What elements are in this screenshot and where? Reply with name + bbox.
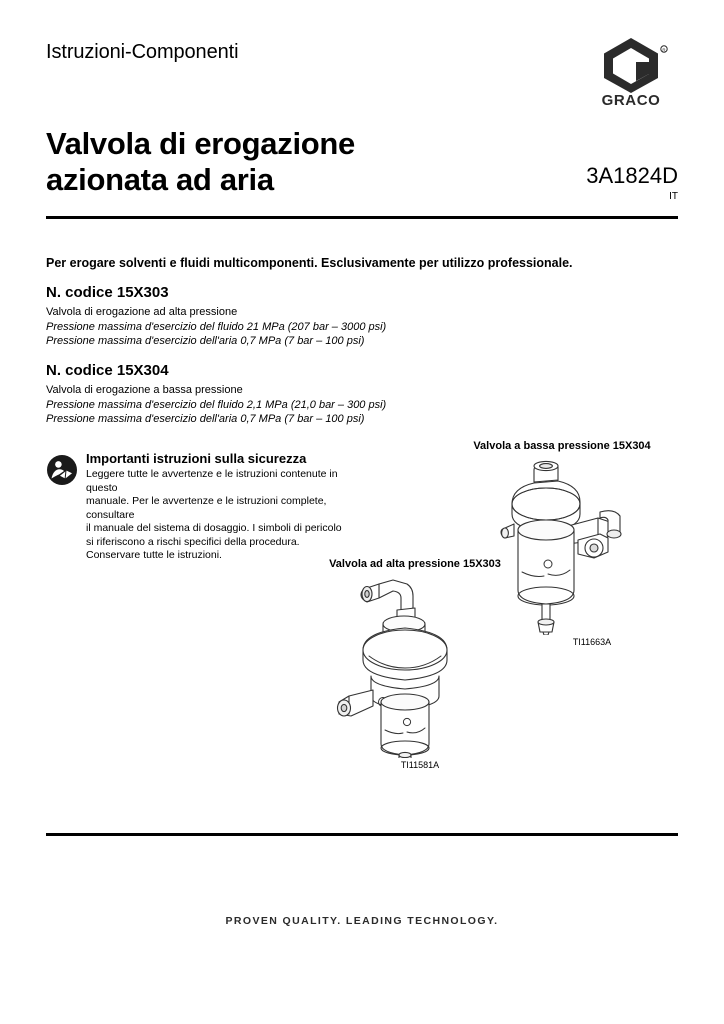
model-fluid-pressure-spec: Pressione massima d'esercizio del fluido 2,1 MPa (21,0 bar – 300 psi) [46,398,387,411]
page-header [46,36,678,116]
high-pressure-valve-illustration [290,578,540,758]
model-code-label: N. codice 15X304 [46,362,169,379]
footer-tagline: PROVEN QUALITY. LEADING TECHNOLOGY. [225,915,499,927]
read-manual-icon [46,454,78,486]
figure-reference-number: TI11663A [572,637,612,647]
figure-caption: Valvola a bassa pressione 15X304 [473,440,651,452]
graco-wordmark: GRACO [601,92,661,108]
model-air-pressure-spec: Pressione massima d'esercizio dell'aria 0,7 MPa (7 bar – 100 psi) [46,335,365,347]
title-divider [46,216,678,219]
graco-hexagon-g-icon [604,38,667,93]
footer-divider [46,833,678,836]
model-block-15x304 [46,360,566,427]
page-title [46,126,506,198]
document-number: 3A1824D [586,163,678,188]
model-description: Valvola di erogazione ad alta pressione [46,306,238,318]
document-language-code: IT [669,191,678,202]
page-title-line-1: Valvola di erogazione [46,126,355,161]
model-code-label: N. codice 15X303 [46,284,169,301]
safety-line-1: Leggere tutte le avvertenze e le istruzioni contenute in questo [86,468,338,494]
safety-text-body [86,450,346,563]
figure-high-pressure-valve [290,558,540,770]
safety-line-4: si riferiscono a rischi specifici della procedura. [86,535,300,548]
svg-text:R: R [662,47,666,53]
model-air-pressure-spec: Pressione massima d'esercizio dell'aria 0,7 MPa (7 bar – 100 psi) [46,413,365,425]
model-description: Valvola di erogazione a bassa pressione [46,384,243,396]
safety-line-3: il manuale del sistema di dosaggio. I simboli di pericolo [86,522,342,534]
document-number-block [498,164,678,204]
figure-caption: Valvola ad alta pressione 15X303 [329,558,501,570]
title-block [46,126,678,202]
safety-title: Importanti istruzioni sulla sicurezza [86,451,307,466]
intro-text: Per erogare solventi e fluidi multicomponenti. Esclusivamente per utilizzo professionale. [46,256,573,270]
graco-logo [586,36,678,108]
model-block-15x303 [46,282,566,349]
safety-line-5: Conservare tutte le istruzioni. [86,549,222,561]
safety-paragraph [86,468,346,563]
safety-instructions-block [46,450,346,563]
page-title-line-2: azionata ad aria [46,162,274,197]
safety-line-2: manuale. Per le avvertenze e le istruzioni complete, consultare [86,495,327,521]
figure-reference-number: TI11581A [400,760,440,770]
document-kind-label: Istruzioni-Componenti [46,41,239,63]
model-fluid-pressure-spec: Pressione massima d'esercizio del fluido 21 MPa (207 bar – 3000 psi) [46,320,387,333]
